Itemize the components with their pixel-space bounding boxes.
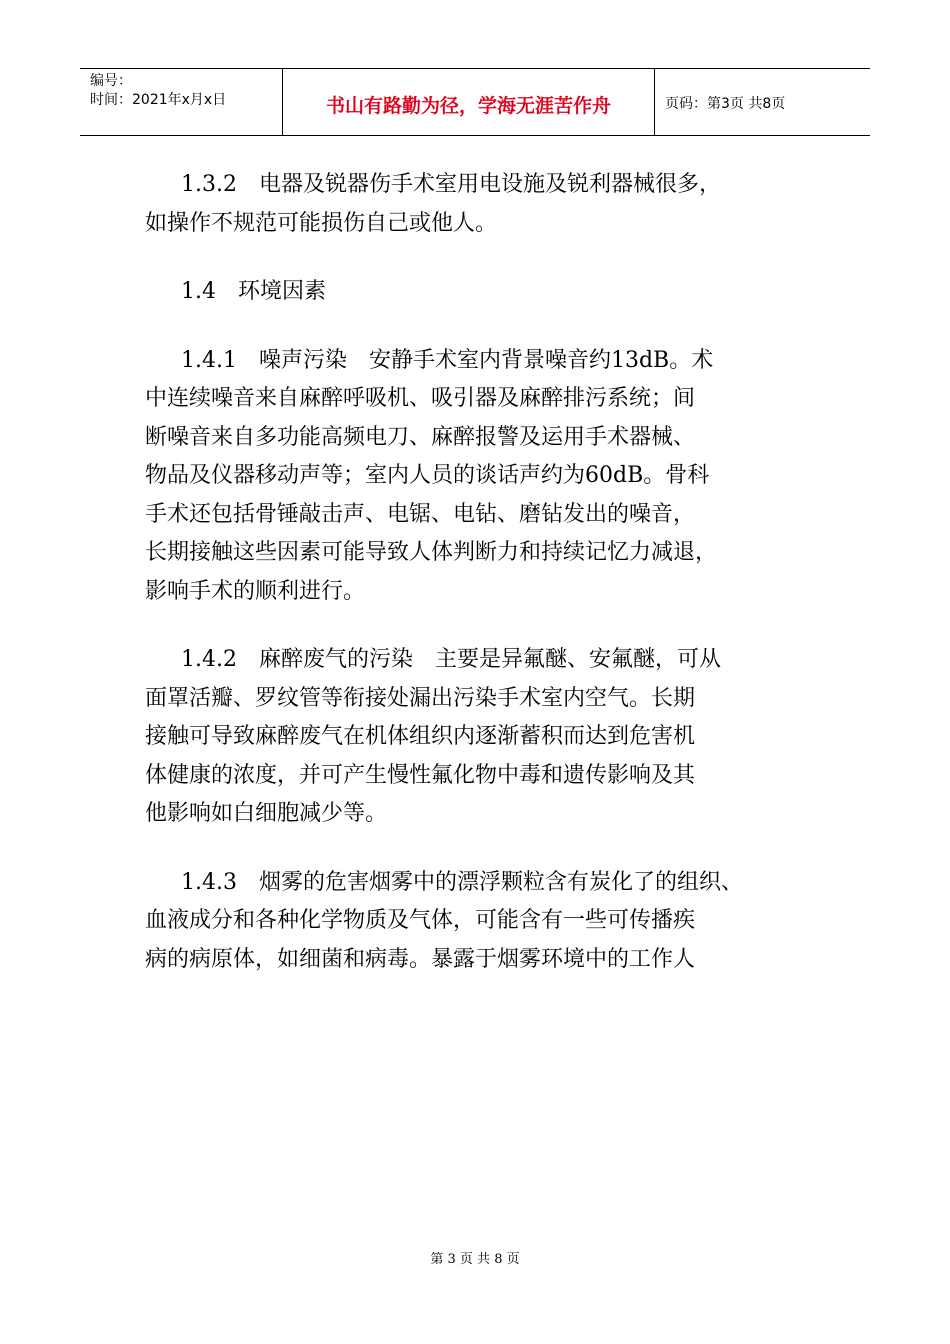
page-header	[80, 68, 870, 136]
paragraph-1-4-2	[145, 641, 835, 834]
text-line: 1.4.3 烟雾的危害烟雾中的漂浮颗粒含有炭化了的组织、	[181, 869, 743, 895]
text-line: 1.4 环境因素	[181, 279, 326, 304]
text-line: 手术还包括骨锤敲击声、电锯、电钻、磨钻发出的噪音，	[145, 501, 696, 527]
document-number: 编号：	[90, 73, 132, 89]
page-footer: 第 3 页 共 8 页	[430, 1252, 520, 1267]
text-line: 1.4.1 噪声污染 安静手术室内背景噪音约13dB。术	[181, 347, 714, 373]
paragraph-1-4-1	[145, 342, 835, 612]
text-line: 断噪音来自多功能高频电刀、麻醉报警及运用手术器械、	[145, 424, 696, 450]
text-line: 他影响如白细胞减少等。	[145, 801, 388, 826]
section-heading-1-4	[145, 273, 835, 312]
document-body	[145, 166, 835, 1009]
text-line: 长期接触这些因素可能导致人体判断力和持续记忆力减退，	[145, 540, 718, 565]
document-time: 时间：2021年x月x日	[90, 92, 227, 108]
text-line: 体健康的浓度，并可产生慢性氟化物中毒和遗传影响及其	[145, 762, 696, 788]
header-page-info: 页码：第3页 共8页	[665, 96, 786, 112]
text-line: 如操作不规范可能损伤自己或他人。	[145, 210, 498, 236]
text-line: 物品及仪器移动声等；室内人员的谈话声约为60dB。骨科	[145, 463, 710, 488]
text-line: 1.3.2 电器及锐器伤手术室用电设施及锐利器械很多，	[181, 172, 721, 197]
text-line: 面罩活瓣、罗纹管等衔接处漏出污染手术室内空气。长期	[145, 685, 696, 711]
text-line: 病的病原体，如细菌和病毒。暴露于烟雾环境中的工作人	[145, 946, 696, 972]
text-line: 中连续噪音来自麻醉呼吸机、吸引器及麻醉排污系统；间	[145, 386, 696, 411]
paragraph-1-4-3	[145, 864, 835, 980]
text-line: 影响手术的顺利进行。	[145, 578, 366, 604]
paragraph-1-3-2	[145, 166, 835, 243]
text-line: 接触可导致麻醉废气在机体组织内逐渐蓄积而达到危害机	[145, 724, 696, 749]
header-meta	[80, 69, 283, 135]
text-line: 血液成分和各种化学物质及气体，可能含有一些可传播疾	[145, 908, 696, 933]
header-motto: 书山有路勤为径，学海无涯苦作舟	[283, 69, 655, 135]
text-line: 1.4.2 麻醉废气的污染 主要是异氟醚、安氟醚，可从	[181, 647, 721, 672]
